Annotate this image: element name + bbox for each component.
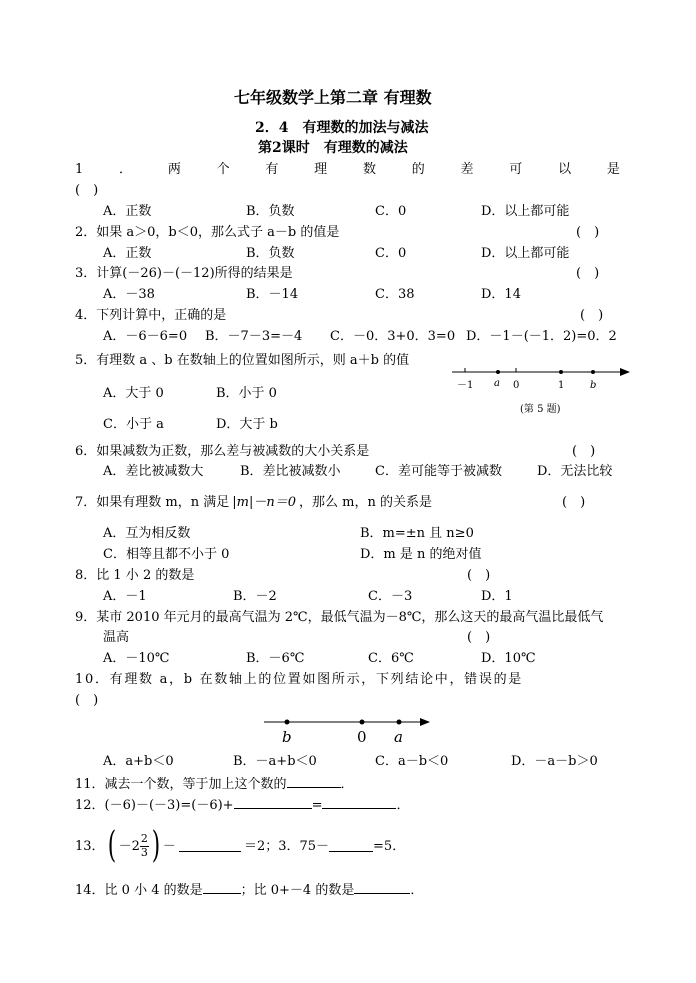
lesson-title: 第2课时 有理数的减法 [258, 140, 408, 156]
q11-answer-blank[interactable] [287, 776, 341, 788]
q3-option-a: A．－38 [103, 287, 155, 302]
q6-option-b: B．差比被减数小 [240, 464, 341, 479]
q9-option-a: A．－10℃ [103, 651, 170, 666]
q3-paren: ( ) [576, 266, 600, 281]
q2-stem: 2．如果 a＞0，b＜0，那么式子 a－b 的值是 [75, 225, 340, 240]
q3-option-b: B．－14 [246, 287, 299, 302]
page-title: 七年级数学上第二章 有理数 [234, 88, 432, 107]
q5-label-0: 0 [513, 380, 520, 391]
q7-stem: 7．如果有理数 m，n 满足 |m|－n＝0 ，那么 m，n 的关系是 [75, 495, 432, 510]
q10-number-line [260, 712, 440, 746]
q5-stem: 5．有理数 a 、b 在数轴上的位置如图所示，则 a＋b 的值 [75, 353, 410, 368]
q5-option-b: B．小于 0 [216, 386, 277, 401]
q9-stem: 9．某市 2010 年元月的最高气温为 2℃，最低气温为－8℃，那么这天的最高气温比最低气 [75, 610, 604, 625]
q12-stem: 12．(－6)－(－3)=(－6)+ = ． [75, 798, 410, 813]
q10-point-b [285, 720, 290, 725]
q5-option-c: C．小于 a [103, 417, 164, 432]
q2-option-b: B．负数 [246, 246, 295, 261]
q5-figure-caption: (第 5 题) [520, 404, 561, 415]
q1-paren: ( ) [75, 183, 99, 198]
q4-option-a: A．－6－6=0 [103, 329, 188, 344]
q5-point-a [496, 370, 500, 374]
q5-label-a: a [494, 378, 500, 389]
q5-number-line [448, 360, 634, 420]
q8-stem: 8．比 1 小 2 的数是 [75, 568, 195, 583]
q1-option-b: B．负数 [246, 204, 295, 219]
q10-label-a: a [394, 728, 403, 746]
q13-stem: 13． ( －2 $\frac{2}{3}$ ) － ＝2；3．75－ =5． [75, 825, 406, 866]
q2-paren: ( ) [576, 225, 600, 240]
q6-option-d: D．无法比较 [537, 464, 613, 479]
q7-option-d: D．m 是 n 的绝对值 [360, 547, 482, 562]
q13-answer-blank-2[interactable] [329, 840, 373, 852]
q13-fraction: $\frac{2}{3}$ [140, 832, 148, 859]
q8-paren: ( ) [467, 568, 491, 583]
q3-stem: 3．计算(－26)－(－12)所得的结果是 [75, 266, 293, 281]
q1-stem: 1 ． 两 个 有 理 数 的 差 可 以 是 [75, 162, 620, 177]
q12-answer-blank-1[interactable] [234, 797, 312, 809]
q10-stem: 10．有理数 a，b 在数轴上的位置如图所示，下列结论中，错误的是 [75, 672, 523, 687]
q5-option-a: A．大于 0 [103, 386, 164, 401]
q5-point-b [591, 370, 595, 374]
q10-label-b: b [282, 728, 292, 746]
q5-option-d: D．大于 b [216, 417, 278, 432]
q4-stem: 4．下列计算中，正确的是 [75, 308, 227, 323]
q10-paren: ( ) [75, 693, 99, 708]
q2-option-c: C．0 [375, 246, 407, 261]
q7-option-c: C．相等且都不小于 0 [103, 547, 230, 562]
q6-stem: 6．如果减数为正数，那么差与被减数的大小关系是 [75, 444, 370, 459]
q5-label-1: 1 [558, 380, 565, 391]
q1-option-a: A．正数 [103, 204, 152, 219]
section-title: 2．4 有理数的加法与减法 [255, 120, 429, 136]
q4-option-c: C．－0．3+0．3=0 [330, 329, 456, 344]
q6-option-a: A．差比被减数大 [103, 464, 204, 479]
q7-math: |m|－n＝0 [232, 495, 296, 510]
q10-point-0 [360, 720, 365, 725]
q9-option-c: C．6℃ [368, 651, 414, 666]
q9-option-b: B．－6℃ [246, 651, 305, 666]
q7-paren: ( ) [562, 495, 586, 510]
q1-option-d: D．以上都可能 [481, 204, 570, 219]
q11-stem: 11．减去一个数，等于加上这个数的 ． [75, 777, 354, 792]
q8-option-a: A．－1 [103, 589, 147, 604]
q10-option-c: C．a－b＜0 [375, 754, 449, 769]
q8-option-b: B．－2 [233, 589, 277, 604]
q4-paren: ( ) [580, 308, 604, 323]
q6-paren: ( ) [572, 444, 596, 459]
q8-option-d: D．1 [481, 589, 513, 604]
q4-option-b: B．－7－3=－4 [205, 329, 303, 344]
q3-option-d: D．14 [481, 287, 521, 302]
q14-answer-blank-2[interactable] [354, 882, 410, 894]
q13-left-paren: ( [107, 825, 116, 866]
q7-option-b: B．m=±n 且 n≥0 [360, 526, 474, 541]
q2-option-d: D．以上都可能 [481, 246, 570, 261]
q10-option-d: D．－a－b＞0 [511, 754, 598, 769]
q14-answer-blank-1[interactable] [203, 882, 241, 894]
q1-option-c: C．0 [375, 204, 407, 219]
q5-axis-arrow [620, 368, 630, 376]
q4-option-d: D．－1－(－1．2)=0．2 [466, 329, 617, 344]
q10-point-a [397, 720, 402, 725]
q10-label-0: 0 [357, 728, 367, 746]
q6-option-c: C．差可能等于被减数 [375, 464, 502, 479]
q10-option-a: A．a+b＜0 [103, 754, 174, 769]
q3-option-c: C．38 [375, 287, 415, 302]
q5-label-neg1: －1 [457, 380, 474, 391]
q13-answer-blank-1[interactable] [179, 840, 241, 852]
q7-option-a: A．互为相反数 [103, 526, 191, 541]
q10-option-b: B．－a+b＜0 [233, 754, 317, 769]
q9-option-d: D．10℃ [481, 651, 536, 666]
q2-option-a: A．正数 [103, 246, 152, 261]
q14-stem: 14．比 0 小 4 的数是 ；比 0+－4 的数是 ． [75, 883, 424, 898]
q10-axis-arrow [420, 718, 430, 726]
q8-option-c: C．－3 [368, 589, 413, 604]
q5-label-b: b [590, 380, 597, 391]
q9-paren: ( ) [467, 630, 491, 645]
q5-point-1 [559, 370, 563, 374]
q9-stem-line2: 温高 [103, 630, 130, 645]
q13-right-paren: ) [151, 825, 161, 866]
q12-answer-blank-2[interactable] [322, 797, 396, 809]
